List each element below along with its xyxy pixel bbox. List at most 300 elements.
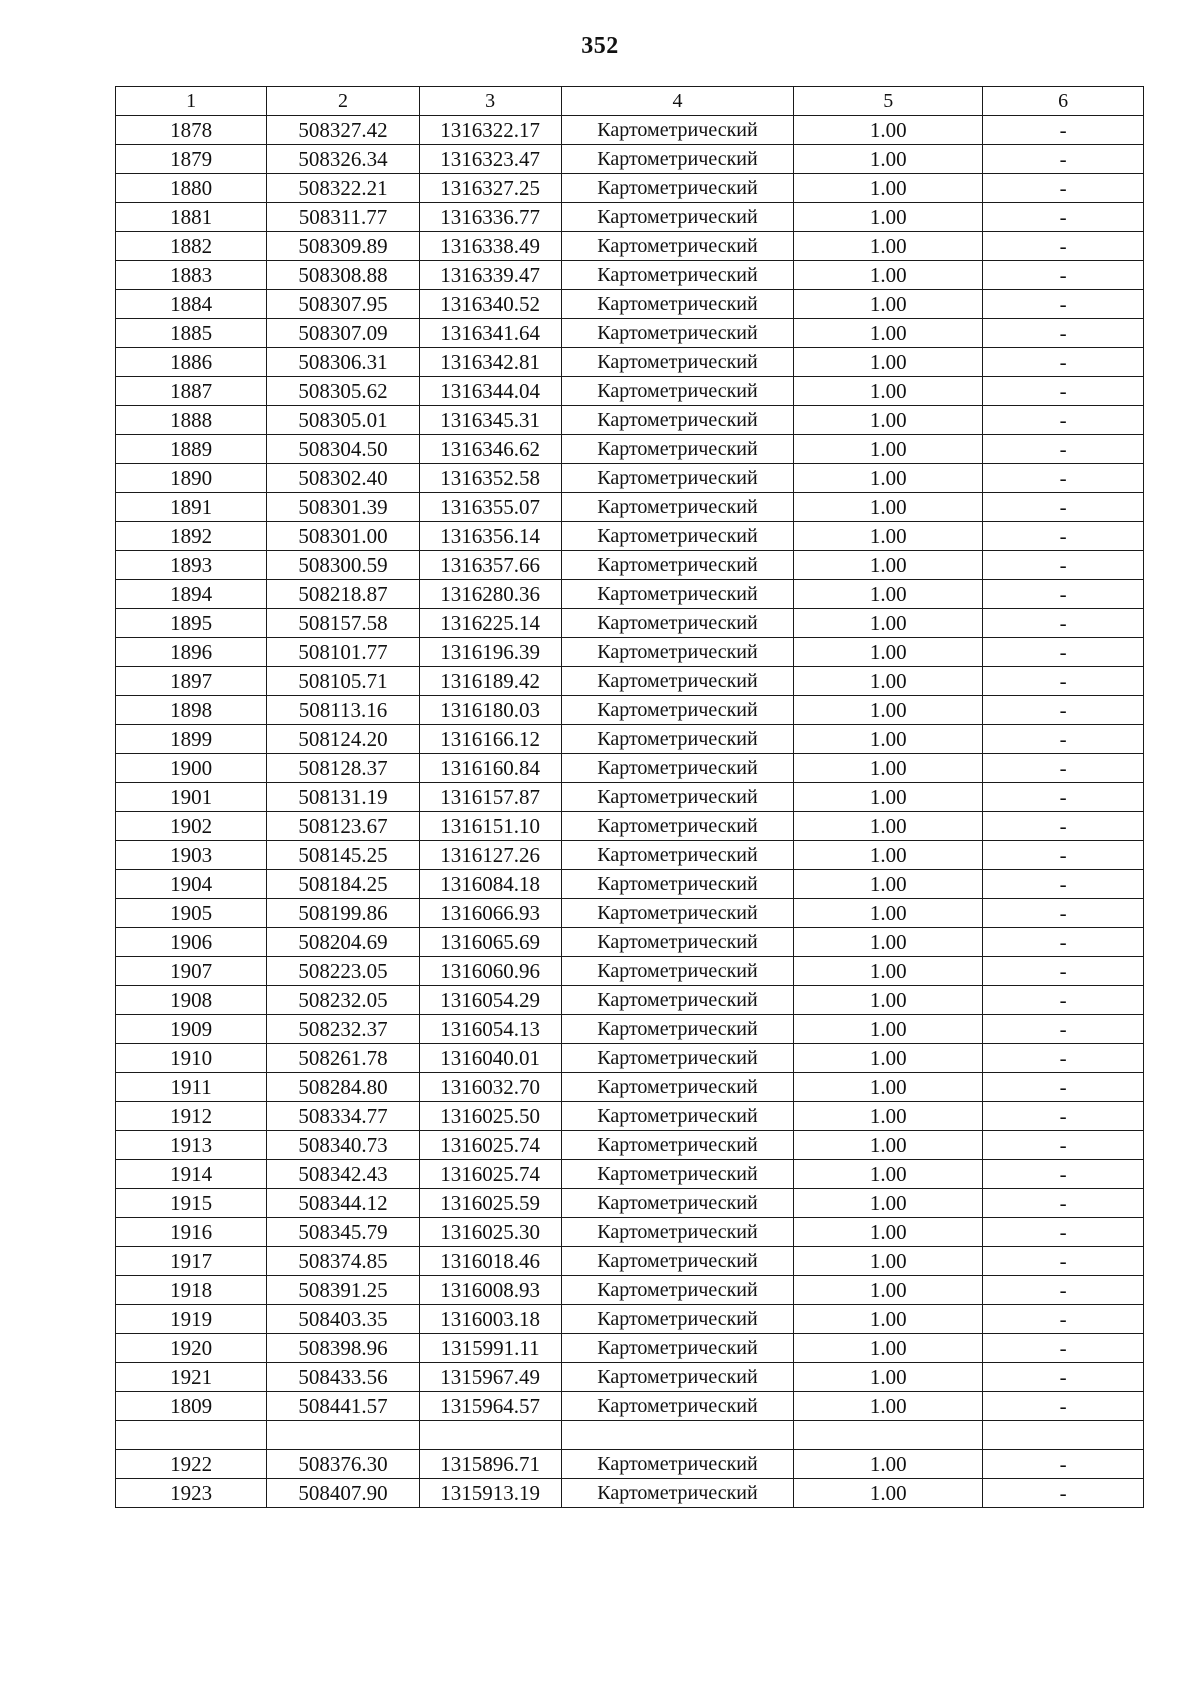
table-row [116,1363,1144,1392]
note-cell: - [983,1334,1144,1363]
table-row [116,580,1144,609]
note-cell: - [983,232,1144,261]
point-number-cell: 1897 [116,667,267,696]
point-number-cell: 1891 [116,493,267,522]
point-number-cell: 1908 [116,986,267,1015]
x-coordinate-cell: 508284.80 [267,1073,419,1102]
accuracy-cell: 1.00 [794,928,983,957]
accuracy-cell: 1.00 [794,1305,983,1334]
note-cell: - [983,203,1144,232]
y-coordinate-cell: 1316160.84 [419,754,561,783]
point-number-cell: 1906 [116,928,267,957]
table-row [116,319,1144,348]
y-coordinate-cell: 1316344.04 [419,377,561,406]
accuracy-cell: 1.00 [794,899,983,928]
x-coordinate-cell: 508301.39 [267,493,419,522]
y-coordinate-cell: 1315896.71 [419,1450,561,1479]
note-cell: - [983,522,1144,551]
table-row [116,116,1144,145]
note-cell: - [983,1218,1144,1247]
method-cell: Картометрический [561,1334,794,1363]
note-cell: - [983,899,1144,928]
table-row [116,986,1144,1015]
table-row [116,522,1144,551]
accuracy-cell: 1.00 [794,232,983,261]
table-header-row [116,87,1144,116]
method-cell: Картометрический [561,609,794,638]
y-coordinate-cell: 1316189.42 [419,667,561,696]
x-coordinate-cell: 508391.25 [267,1276,419,1305]
y-coordinate-cell: 1316323.47 [419,145,561,174]
y-coordinate-cell: 1316345.31 [419,406,561,435]
method-cell: Картометрический [561,464,794,493]
table-row [116,1305,1144,1334]
y-coordinate-cell: 1316003.18 [419,1305,561,1334]
accuracy-cell: 1.00 [794,812,983,841]
table-row [116,1015,1144,1044]
table-row [116,638,1144,667]
point-number-cell: 1884 [116,290,267,319]
accuracy-cell: 1.00 [794,145,983,174]
accuracy-cell: 1.00 [794,783,983,812]
x-coordinate-cell: 508113.16 [267,696,419,725]
note-cell: - [983,1131,1144,1160]
note-cell: - [983,290,1144,319]
point-number-cell: 1894 [116,580,267,609]
y-coordinate-cell: 1316025.74 [419,1131,561,1160]
method-cell: Картометрический [561,1073,794,1102]
method-cell: Картометрический [561,1247,794,1276]
column-header: 6 [983,87,1144,116]
y-coordinate-cell: 1316166.12 [419,725,561,754]
table-row [116,696,1144,725]
accuracy-cell: 1.00 [794,348,983,377]
method-cell: Картометрический [561,319,794,348]
point-number-cell: 1913 [116,1131,267,1160]
table-row [116,783,1144,812]
table-row [116,1189,1144,1218]
note-cell: - [983,1247,1144,1276]
accuracy-cell: 1.00 [794,725,983,754]
table-row [116,870,1144,899]
method-cell: Картометрический [561,957,794,986]
y-coordinate-cell: 1315964.57 [419,1392,561,1421]
x-coordinate-cell: 508123.67 [267,812,419,841]
accuracy-cell: 1.00 [794,551,983,580]
table-row [116,348,1144,377]
x-coordinate-cell: 508441.57 [267,1392,419,1421]
y-coordinate-cell: 1316032.70 [419,1073,561,1102]
method-cell: Картометрический [561,203,794,232]
accuracy-cell: 1.00 [794,493,983,522]
y-coordinate-cell: 1316336.77 [419,203,561,232]
method-cell: Картометрический [561,145,794,174]
table-row [116,1218,1144,1247]
note-cell: - [983,116,1144,145]
method-cell: Картометрический [561,1218,794,1247]
accuracy-cell: 1.00 [794,1073,983,1102]
note-cell: - [983,957,1144,986]
point-number-cell: 1880 [116,174,267,203]
table-body [116,116,1144,1508]
note-cell: - [983,1015,1144,1044]
point-number-cell: 1914 [116,1160,267,1189]
x-coordinate-cell: 508304.50 [267,435,419,464]
accuracy-cell: 1.00 [794,1102,983,1131]
y-coordinate-cell: 1316180.03 [419,696,561,725]
y-coordinate-cell: 1315967.49 [419,1363,561,1392]
x-coordinate-cell: 508261.78 [267,1044,419,1073]
table-row [116,406,1144,435]
table-row [116,1160,1144,1189]
table-row [116,1247,1144,1276]
method-cell: Картометрический [561,1305,794,1334]
point-number-cell: 1915 [116,1189,267,1218]
note-cell: - [983,1160,1144,1189]
method-cell: Картометрический [561,986,794,1015]
point-number-cell: 1899 [116,725,267,754]
note-cell: - [983,1450,1144,1479]
method-cell: Картометрический [561,290,794,319]
y-coordinate-cell: 1316066.93 [419,899,561,928]
method-cell: Картометрический [561,261,794,290]
note-cell: - [983,580,1144,609]
accuracy-cell: 1.00 [794,1479,983,1508]
y-coordinate-cell: 1316127.26 [419,841,561,870]
method-cell: Картометрический [561,1479,794,1508]
method-cell: Картометрический [561,1160,794,1189]
table-row [116,1073,1144,1102]
note-cell: - [983,1044,1144,1073]
x-coordinate-cell: 508232.37 [267,1015,419,1044]
column-header: 1 [116,87,267,116]
point-number-cell: 1888 [116,406,267,435]
y-coordinate-cell: 1316352.58 [419,464,561,493]
y-coordinate-cell: 1316327.25 [419,174,561,203]
x-coordinate-cell: 508326.34 [267,145,419,174]
note-cell: - [983,348,1144,377]
method-cell: Картометрический [561,522,794,551]
y-coordinate-cell: 1316054.29 [419,986,561,1015]
note-cell: - [983,319,1144,348]
x-coordinate-cell: 508345.79 [267,1218,419,1247]
method-cell: Картометрический [561,1363,794,1392]
y-coordinate-cell: 1316357.66 [419,551,561,580]
point-number-cell: 1895 [116,609,267,638]
x-coordinate-cell: 508145.25 [267,841,419,870]
table-row [116,145,1144,174]
method-cell: Картометрический [561,1450,794,1479]
y-coordinate-cell: 1316084.18 [419,870,561,899]
x-coordinate-cell: 508157.58 [267,609,419,638]
method-cell: Картометрический [561,841,794,870]
accuracy-cell: 1.00 [794,377,983,406]
point-number-cell: 1902 [116,812,267,841]
table-row [116,725,1144,754]
x-coordinate-cell: 508199.86 [267,899,419,928]
method-cell: Картометрический [561,1131,794,1160]
point-number-cell: 1918 [116,1276,267,1305]
table-row [116,203,1144,232]
point-number-cell: 1905 [116,899,267,928]
table-row [116,899,1144,928]
table-row [116,1450,1144,1479]
method-cell: Картометрический [561,783,794,812]
note-cell: - [983,1479,1144,1508]
accuracy-cell: 1.00 [794,696,983,725]
y-coordinate-cell: 1316225.14 [419,609,561,638]
note-cell: - [983,812,1144,841]
method-cell: Картометрический [561,348,794,377]
accuracy-cell: 1.00 [794,1276,983,1305]
note-cell: - [983,1189,1144,1218]
accuracy-cell: 1.00 [794,841,983,870]
coordinates-table [115,86,1144,1508]
table-row [116,1276,1144,1305]
accuracy-cell: 1.00 [794,319,983,348]
method-cell: Картометрический [561,493,794,522]
x-coordinate-cell: 508403.35 [267,1305,419,1334]
note-cell: - [983,406,1144,435]
x-coordinate-cell: 508204.69 [267,928,419,957]
point-number-cell: 1900 [116,754,267,783]
y-coordinate-cell: 1316356.14 [419,522,561,551]
x-coordinate-cell: 508340.73 [267,1131,419,1160]
table-row [116,1392,1144,1421]
table-row [116,1131,1144,1160]
point-number-cell [116,1421,267,1450]
note-cell: - [983,638,1144,667]
table-row [116,841,1144,870]
accuracy-cell: 1.00 [794,406,983,435]
point-number-cell: 1892 [116,522,267,551]
method-cell: Картометрический [561,377,794,406]
y-coordinate-cell: 1316280.36 [419,580,561,609]
table-row [116,435,1144,464]
x-coordinate-cell: 508308.88 [267,261,419,290]
page-number: 352 [581,33,619,59]
point-number-cell: 1923 [116,1479,267,1508]
method-cell: Картометрический [561,406,794,435]
table-row [116,232,1144,261]
table-row [116,174,1144,203]
y-coordinate-cell: 1315913.19 [419,1479,561,1508]
note-cell: - [983,261,1144,290]
y-coordinate-cell: 1316025.30 [419,1218,561,1247]
table-row [116,464,1144,493]
method-cell: Картометрический [561,754,794,783]
method-cell: Картометрический [561,667,794,696]
point-number-cell: 1889 [116,435,267,464]
table-row [116,1479,1144,1508]
y-coordinate-cell: 1316340.52 [419,290,561,319]
x-coordinate-cell: 508307.95 [267,290,419,319]
table-row [116,493,1144,522]
y-coordinate-cell: 1316018.46 [419,1247,561,1276]
point-number-cell: 1919 [116,1305,267,1334]
x-coordinate-cell: 508223.05 [267,957,419,986]
table-row [116,1102,1144,1131]
accuracy-cell: 1.00 [794,1044,983,1073]
y-coordinate-cell [419,1421,561,1450]
note-cell: - [983,841,1144,870]
y-coordinate-cell: 1316060.96 [419,957,561,986]
note-cell: - [983,493,1144,522]
y-coordinate-cell: 1316025.74 [419,1160,561,1189]
method-cell: Картометрический [561,232,794,261]
point-number-cell: 1896 [116,638,267,667]
y-coordinate-cell: 1316355.07 [419,493,561,522]
point-number-cell: 1901 [116,783,267,812]
method-cell: Картометрический [561,1189,794,1218]
x-coordinate-cell: 508433.56 [267,1363,419,1392]
note-cell: - [983,145,1144,174]
point-number-cell: 1921 [116,1363,267,1392]
note-cell: - [983,1073,1144,1102]
x-coordinate-cell: 508307.09 [267,319,419,348]
point-number-cell: 1912 [116,1102,267,1131]
method-cell: Картометрический [561,1044,794,1073]
point-number-cell: 1885 [116,319,267,348]
note-cell: - [983,609,1144,638]
method-cell: Картометрический [561,1276,794,1305]
y-coordinate-cell: 1316157.87 [419,783,561,812]
y-coordinate-cell: 1316025.59 [419,1189,561,1218]
method-cell [561,1421,794,1450]
point-number-cell: 1878 [116,116,267,145]
x-coordinate-cell: 508232.05 [267,986,419,1015]
y-coordinate-cell: 1316025.50 [419,1102,561,1131]
accuracy-cell: 1.00 [794,1189,983,1218]
accuracy-cell: 1.00 [794,1450,983,1479]
note-cell: - [983,986,1144,1015]
point-number-cell: 1898 [116,696,267,725]
accuracy-cell: 1.00 [794,261,983,290]
y-coordinate-cell: 1316008.93 [419,1276,561,1305]
point-number-cell: 1882 [116,232,267,261]
method-cell: Картометрический [561,551,794,580]
accuracy-cell: 1.00 [794,174,983,203]
note-cell: - [983,174,1144,203]
note-cell: - [983,551,1144,580]
accuracy-cell: 1.00 [794,1131,983,1160]
y-coordinate-cell: 1315991.11 [419,1334,561,1363]
accuracy-cell: 1.00 [794,870,983,899]
table-row [116,1334,1144,1363]
note-cell: - [983,1363,1144,1392]
accuracy-cell [794,1421,983,1450]
accuracy-cell: 1.00 [794,203,983,232]
y-coordinate-cell: 1316054.13 [419,1015,561,1044]
x-coordinate-cell: 508128.37 [267,754,419,783]
point-number-cell: 1879 [116,145,267,174]
x-coordinate-cell: 508101.77 [267,638,419,667]
accuracy-cell: 1.00 [794,1218,983,1247]
x-coordinate-cell: 508306.31 [267,348,419,377]
method-cell: Картометрический [561,580,794,609]
accuracy-cell: 1.00 [794,1160,983,1189]
x-coordinate-cell [267,1421,419,1450]
y-coordinate-cell: 1316338.49 [419,232,561,261]
y-coordinate-cell: 1316339.47 [419,261,561,290]
x-coordinate-cell: 508342.43 [267,1160,419,1189]
accuracy-cell: 1.00 [794,1363,983,1392]
table-row [116,667,1144,696]
point-number-cell: 1917 [116,1247,267,1276]
table-row [116,928,1144,957]
x-coordinate-cell: 508322.21 [267,174,419,203]
note-cell: - [983,783,1144,812]
x-coordinate-cell: 508309.89 [267,232,419,261]
point-number-cell: 1887 [116,377,267,406]
x-coordinate-cell: 508376.30 [267,1450,419,1479]
method-cell: Картометрический [561,870,794,899]
method-cell: Картометрический [561,638,794,667]
x-coordinate-cell: 508184.25 [267,870,419,899]
point-number-cell: 1909 [116,1015,267,1044]
note-cell: - [983,1276,1144,1305]
note-cell: - [983,464,1144,493]
method-cell: Картометрический [561,725,794,754]
method-cell: Картометрический [561,928,794,957]
x-coordinate-cell: 508305.62 [267,377,419,406]
note-cell: - [983,377,1144,406]
x-coordinate-cell: 508334.77 [267,1102,419,1131]
point-number-cell: 1920 [116,1334,267,1363]
note-cell: - [983,928,1144,957]
column-header: 4 [561,87,794,116]
y-coordinate-cell: 1316151.10 [419,812,561,841]
table-row [116,957,1144,986]
x-coordinate-cell: 508300.59 [267,551,419,580]
point-number-cell: 1809 [116,1392,267,1421]
accuracy-cell: 1.00 [794,116,983,145]
x-coordinate-cell: 508327.42 [267,116,419,145]
x-coordinate-cell: 508301.00 [267,522,419,551]
column-header: 5 [794,87,983,116]
y-coordinate-cell: 1316342.81 [419,348,561,377]
x-coordinate-cell: 508374.85 [267,1247,419,1276]
point-number-cell: 1903 [116,841,267,870]
point-number-cell: 1911 [116,1073,267,1102]
note-cell: - [983,870,1144,899]
accuracy-cell: 1.00 [794,1392,983,1421]
note-cell: - [983,1392,1144,1421]
point-number-cell: 1907 [116,957,267,986]
accuracy-cell: 1.00 [794,754,983,783]
y-coordinate-cell: 1316040.01 [419,1044,561,1073]
method-cell: Картометрический [561,1102,794,1131]
point-number-cell: 1922 [116,1450,267,1479]
accuracy-cell: 1.00 [794,522,983,551]
x-coordinate-cell: 508131.19 [267,783,419,812]
table-row [116,609,1144,638]
method-cell: Картометрический [561,1392,794,1421]
accuracy-cell: 1.00 [794,464,983,493]
x-coordinate-cell: 508344.12 [267,1189,419,1218]
accuracy-cell: 1.00 [794,609,983,638]
table-row [116,551,1144,580]
accuracy-cell: 1.00 [794,957,983,986]
table-row [116,1421,1144,1450]
accuracy-cell: 1.00 [794,580,983,609]
table-row [116,290,1144,319]
method-cell: Картометрический [561,899,794,928]
accuracy-cell: 1.00 [794,667,983,696]
point-number-cell: 1886 [116,348,267,377]
point-number-cell: 1893 [116,551,267,580]
y-coordinate-cell: 1316322.17 [419,116,561,145]
